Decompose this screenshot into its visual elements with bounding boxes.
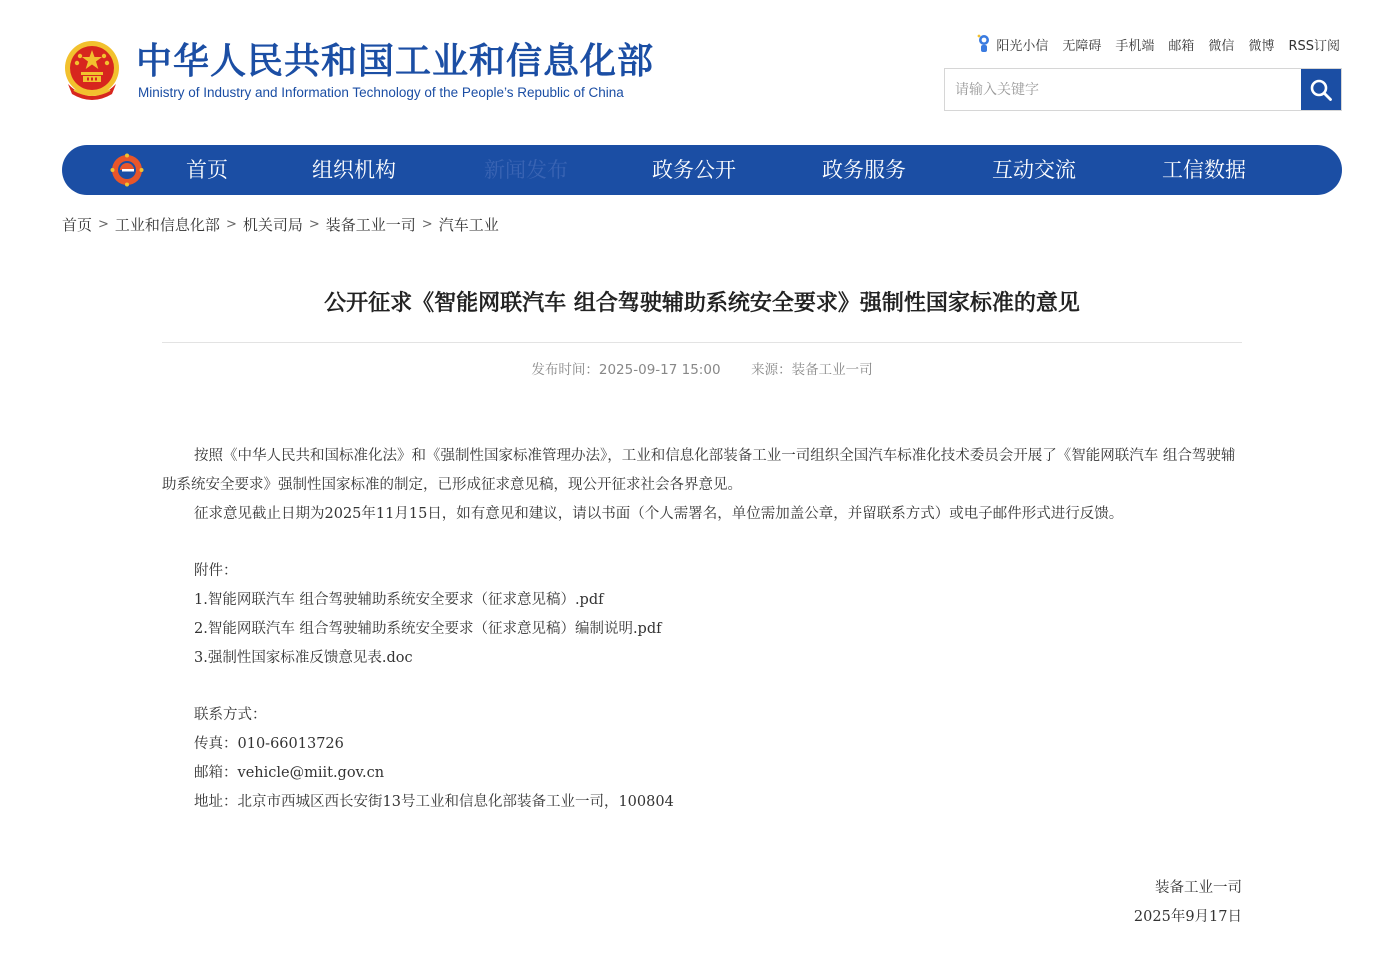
accessibility-link[interactable]: 无障碍	[1062, 38, 1102, 54]
nav-government-services[interactable]: 政务服务	[822, 158, 906, 182]
publish-time-label: 发布时间：	[531, 362, 599, 378]
article-body	[162, 442, 1242, 817]
attachment-link[interactable]: 2.智能网联汽车 组合驾驶辅助系统安全要求（征求意见稿）编制说明.pdf	[194, 621, 662, 637]
sunshine-label: 阳光小信	[996, 38, 1049, 54]
mascot-icon	[976, 34, 992, 54]
mail-link[interactable]: 邮箱	[1168, 38, 1195, 54]
article-meta	[162, 360, 1242, 380]
attachments-label: 附件：	[194, 563, 238, 579]
nav-news[interactable]: 新闻发布	[484, 158, 568, 182]
contact-label: 联系方式：	[194, 707, 267, 723]
main-nav	[62, 145, 1342, 195]
article-title: 公开征求《智能网联汽车 组合驾驶辅助系统安全要求》强制性国家标准的意见	[324, 291, 1080, 316]
breadcrumb-ministry[interactable]: 工业和信息化部	[114, 216, 220, 234]
mobile-link[interactable]: 手机端	[1115, 38, 1155, 54]
title-divider	[162, 342, 1242, 343]
breadcrumb-separator: >	[225, 217, 237, 232]
signature-org: 装备工业一司	[1155, 880, 1242, 896]
sunshine-link[interactable]	[976, 34, 1048, 54]
attachment-link[interactable]: 1.智能网联汽车 组合驾驶辅助系统安全要求（征求意见稿）.pdf	[194, 592, 604, 608]
weibo-link[interactable]: 微博	[1248, 38, 1275, 54]
attachment-link[interactable]: 3.强制性国家标准反馈意见表.doc	[194, 650, 413, 666]
source-label: 来源：	[751, 362, 792, 378]
paragraph-intro: 按照《中华人民共和国标准化法》和《强制性国家标准管理办法》，工业和信息化部装备工业一司组织全国汽车标准化技术委员会开展了《智能网联汽车 组合驾驶辅助系统安全要求》强制性国家标准的制定，已形成征求意见稿，现公开征求社会各界意见。	[162, 448, 1236, 493]
top-links	[962, 34, 1340, 54]
breadcrumb-home[interactable]: 首页	[62, 216, 93, 234]
nav-logo-icon	[110, 153, 144, 187]
breadcrumb-separator: >	[98, 217, 109, 232]
paragraph-deadline: 征求意见截止日期为2025年11月15日，如有意见和建议，请以书面（个人需署名，单位需加盖公章，并留联系方式）或电子邮件形式进行反馈。	[194, 506, 1124, 522]
site-title-english[interactable]: Ministry of Industry and Information Technology of the People’s Republic of China	[138, 85, 624, 100]
signature-date: 2025年9月17日	[1133, 909, 1242, 925]
search-box	[944, 68, 1342, 111]
nav-data[interactable]: 工信数据	[1162, 158, 1246, 182]
breadcrumb-separator: >	[308, 217, 320, 232]
site-title[interactable]: 中华人民共和国工业和信息化部	[136, 41, 655, 82]
source: 装备工业一司	[791, 362, 873, 378]
search-button[interactable]	[1301, 69, 1341, 110]
breadcrumb-departments[interactable]: 机关司局	[242, 216, 303, 234]
contact-address: 地址：北京市西城区西长安街13号工业和信息化部装备工业一司，100804	[194, 794, 674, 810]
breadcrumb-separator: >	[421, 217, 433, 232]
nav-home[interactable]: 首页	[186, 158, 228, 182]
publish-time: 2025-09-17 15:00	[598, 362, 721, 378]
wechat-link[interactable]: 微信	[1208, 38, 1235, 54]
contact-email: 邮箱：vehicle@miit.gov.cn	[194, 765, 385, 781]
breadcrumb	[62, 214, 499, 236]
contact-fax: 传真：010-66013726	[194, 736, 344, 752]
nav-government-affairs[interactable]: 政务公开	[652, 158, 736, 182]
breadcrumb-auto-industry[interactable]: 汽车工业	[438, 216, 499, 234]
national-emblem-icon	[60, 38, 124, 104]
breadcrumb-equipment-dept[interactable]: 装备工业一司	[325, 216, 416, 234]
rss-link[interactable]: RSS订阅	[1288, 38, 1340, 54]
search-input[interactable]	[945, 69, 1301, 110]
nav-organization[interactable]: 组织机构	[312, 158, 396, 182]
search-icon	[1309, 78, 1333, 102]
nav-interaction[interactable]: 互动交流	[992, 158, 1076, 182]
